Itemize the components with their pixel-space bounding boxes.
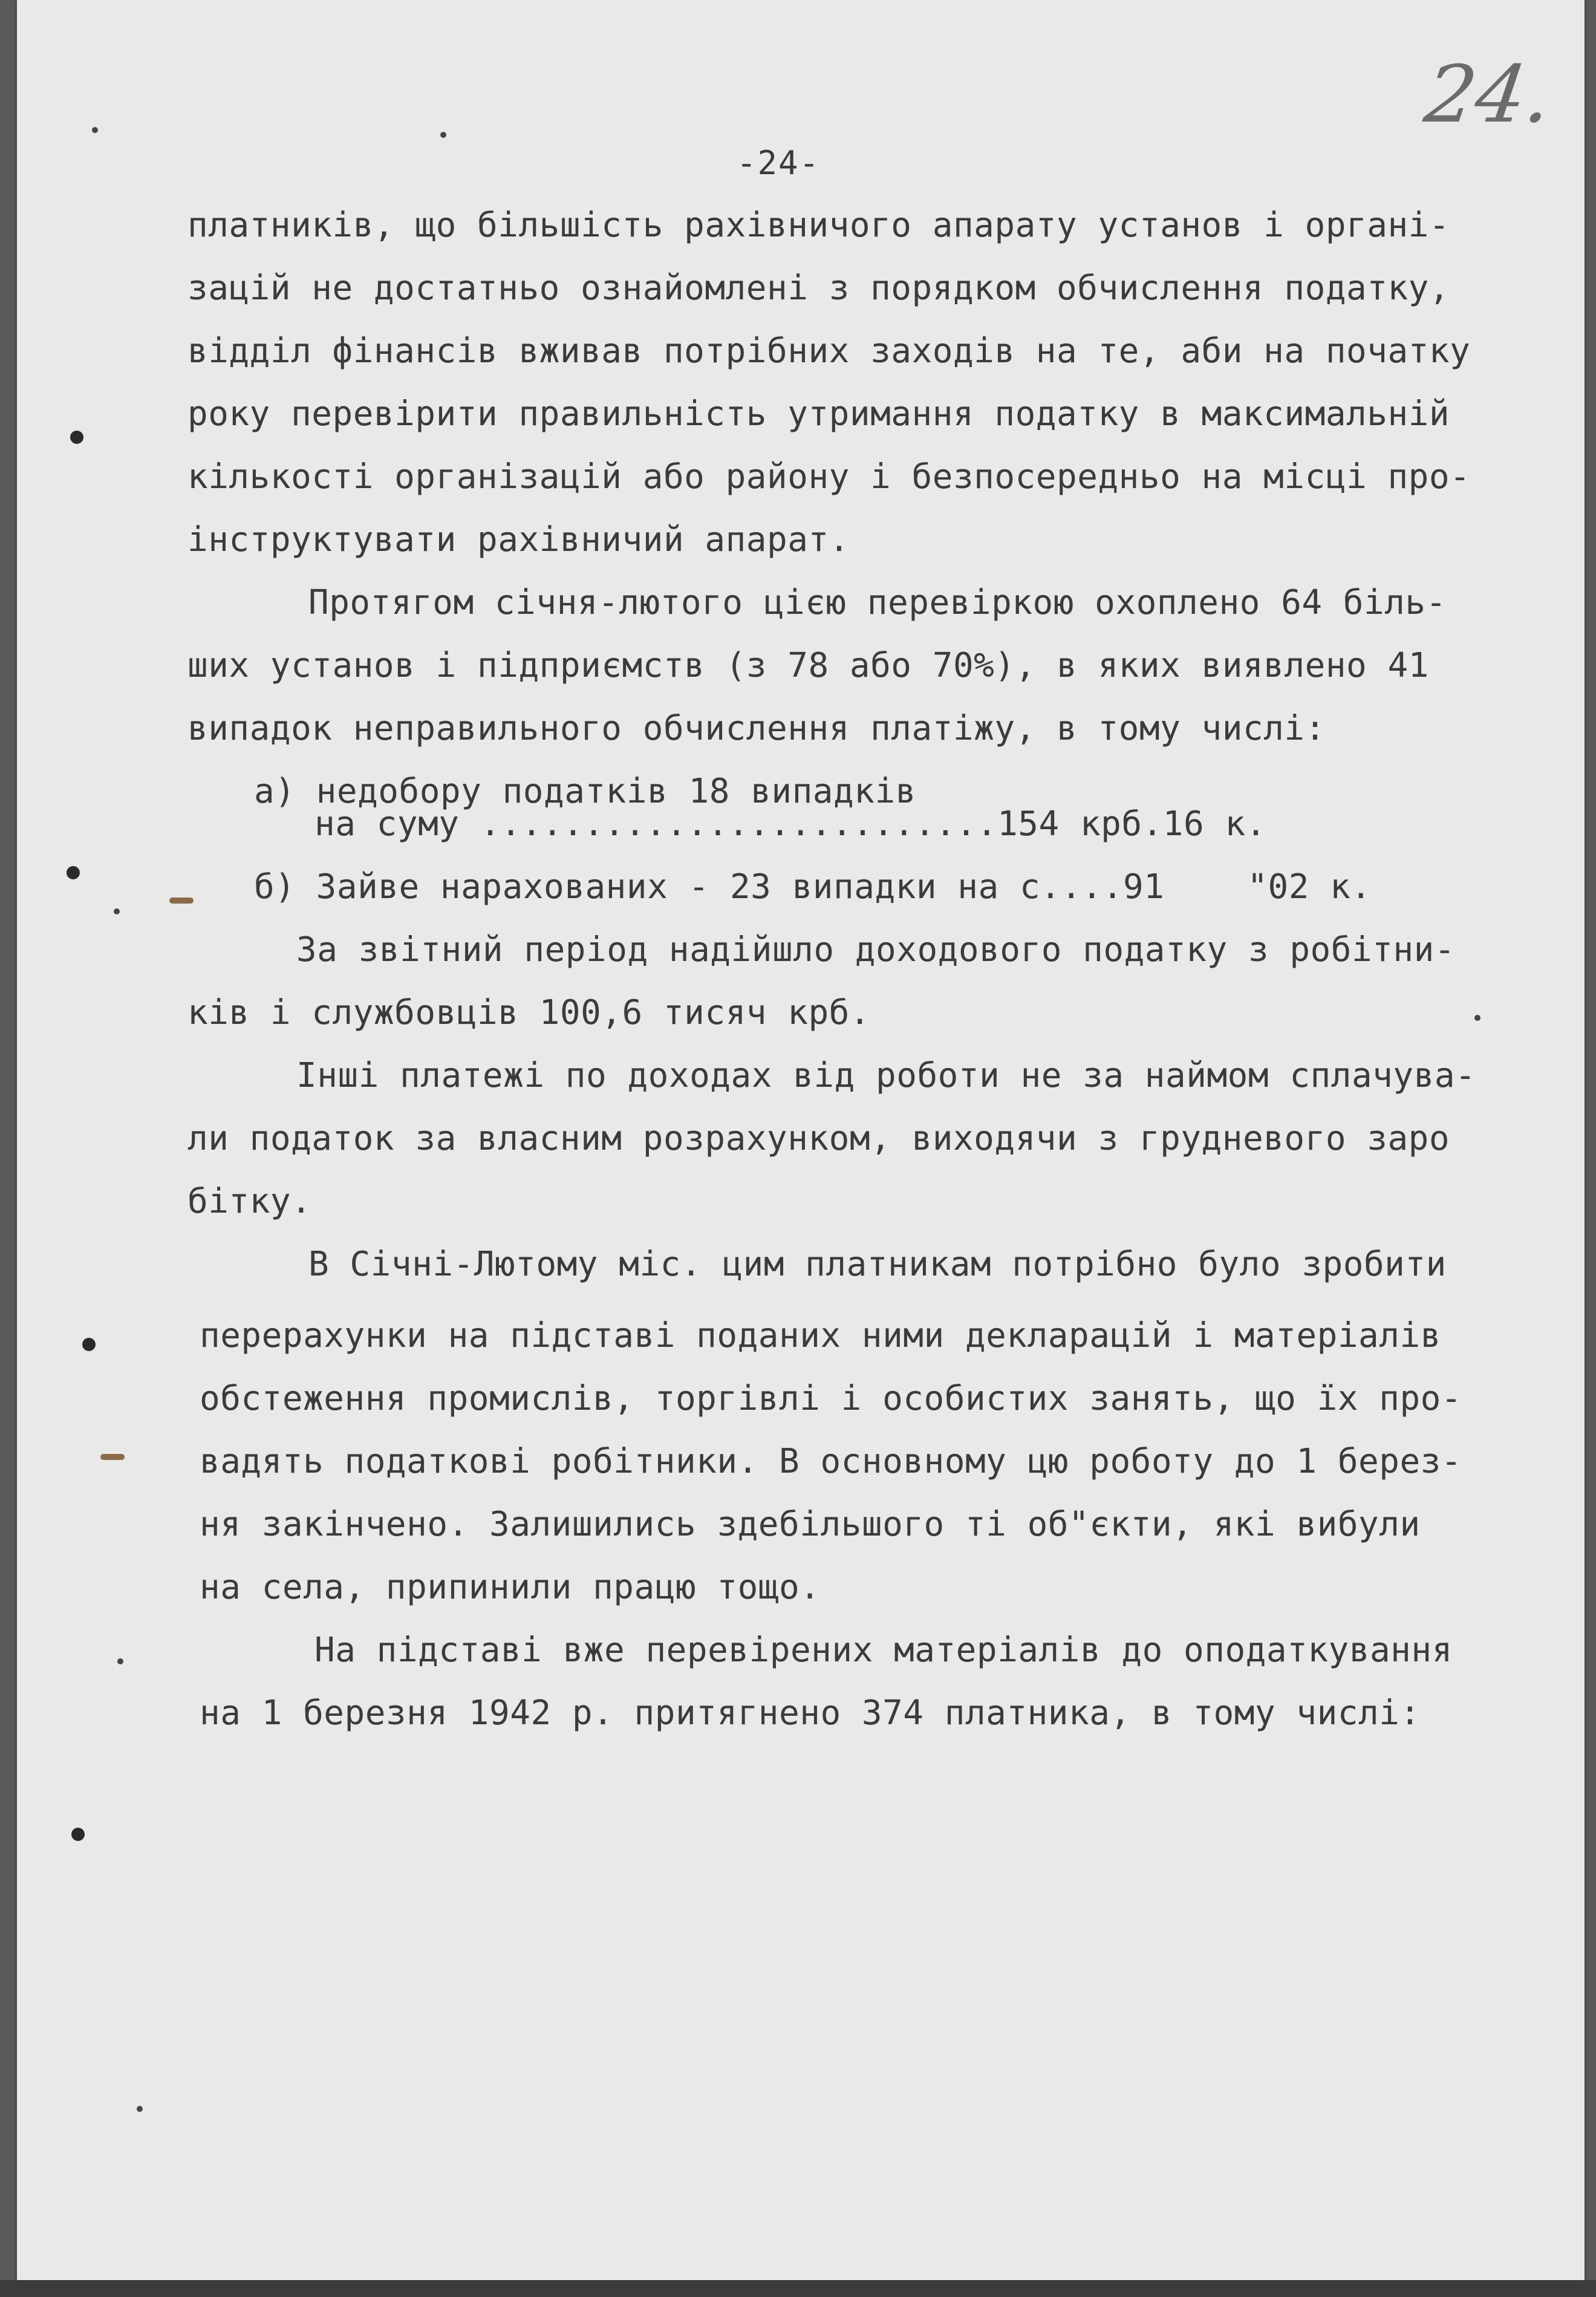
- text-line: на села, припинили працю тощо.: [200, 1568, 821, 1607]
- text-line: обстеження промислів, торгівлі і особистих занять, що їх про-: [200, 1379, 1462, 1418]
- text-line: За звітний період надійшло доходового податку з робітни-: [296, 930, 1456, 969]
- rust-mark: [169, 898, 194, 904]
- text-line: випадок неправильного обчислення платіжу, в тому числі:: [187, 709, 1326, 748]
- text-line: платників, що більшість рахівничого апарату установ і органі-: [187, 206, 1450, 245]
- punch-hole: [67, 866, 80, 879]
- punch-hole: [71, 1828, 85, 1841]
- text-line: Інші платежі по доходах від роботи не за наймом сплачува-: [296, 1056, 1476, 1095]
- document-page: [17, 0, 1585, 2286]
- text-line: перерахунки на підставі поданих ними декларацій і матеріалів: [200, 1316, 1441, 1355]
- punch-hole: [82, 1338, 96, 1351]
- paper-speck: [114, 908, 120, 914]
- text-line: інструктувати рахівничий апарат.: [187, 520, 850, 559]
- text-line: На підставі вже перевірених матеріалів до оподаткування: [314, 1631, 1453, 1670]
- text-line: ків і службовців 100,6 тисяч крб.: [187, 993, 871, 1032]
- text-line: року перевірити правильність утримання податку в максимальній: [187, 394, 1450, 434]
- folio-number: 24.: [1419, 48, 1558, 140]
- text-line: кількості організацій або району і безпосередньо на місці про-: [187, 457, 1471, 497]
- text-line: Протягом січня-лютого цією перевіркою охоплено 64 біль-: [308, 583, 1447, 622]
- scan-edge: [0, 2280, 1596, 2297]
- text-line: на 1 березня 1942 р. притягнено 374 платника, в тому числі:: [200, 1693, 1421, 1733]
- text-line: ли податок за власним розрахунком, виходячи з грудневого заро: [187, 1119, 1450, 1158]
- text-line: зацій не достатньо ознайомлені з порядком обчислення податку,: [187, 269, 1450, 308]
- paper-speck: [1474, 1015, 1480, 1021]
- text-line: б) Зайве нарахованих - 23 випадки на с....91 "02 к.: [254, 867, 1372, 907]
- text-line: В Січні-Лютому міс. цим платникам потрібно було зробити: [308, 1245, 1447, 1284]
- punch-hole: [70, 431, 83, 444]
- text-line: ших установ і підприємств (з 78 або 70%), в яких виявлено 41: [187, 646, 1429, 685]
- text-line: а) недобору податків 18 випадків: [254, 772, 916, 811]
- text-line: бітку.: [187, 1182, 312, 1221]
- paper-speck: [117, 1658, 123, 1664]
- text-line: вадять податкові робітники. В основному цю роботу до 1 берез-: [200, 1442, 1462, 1481]
- text-line: відділ фінансів вживав потрібних заходів на те, аби на початку: [187, 331, 1471, 371]
- paper-speck: [440, 132, 446, 138]
- text-line: ня закінчено. Залишились здебільшого ті об"єкти, які вибули: [200, 1505, 1421, 1544]
- paper-speck: [92, 127, 98, 133]
- rust-mark: [100, 1454, 125, 1460]
- page-number: -24-: [737, 144, 821, 182]
- paper-speck: [137, 2106, 143, 2112]
- text-line: на суму .........................154 крб.16 к.: [314, 804, 1266, 844]
